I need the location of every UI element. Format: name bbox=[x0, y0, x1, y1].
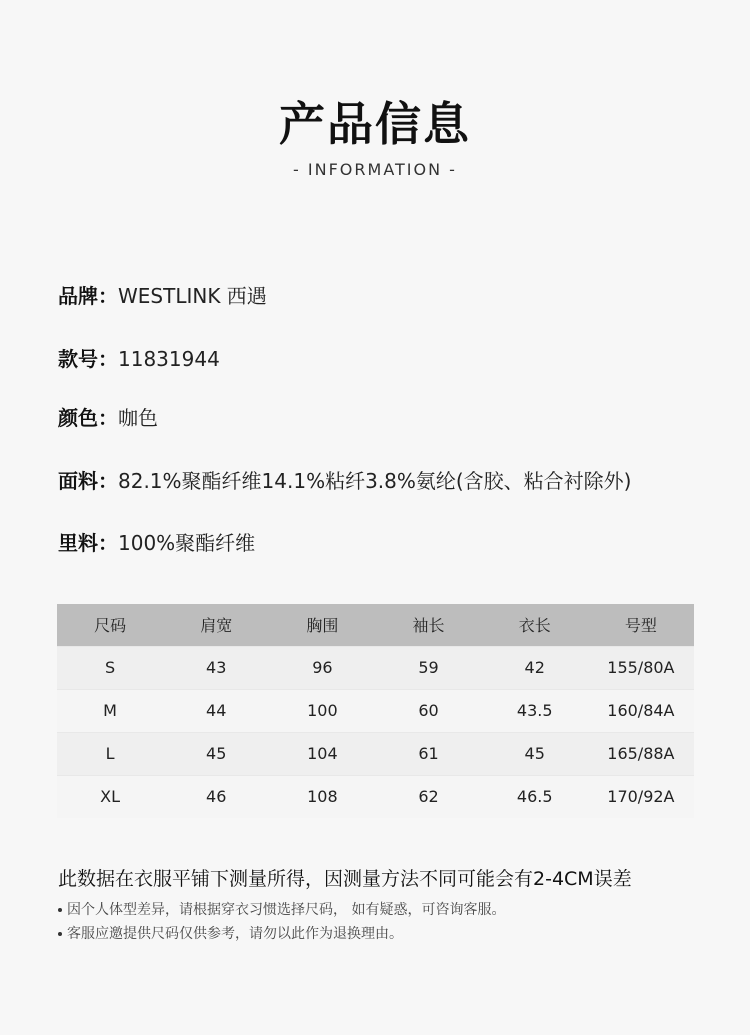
column-header: 袖长 bbox=[375, 604, 481, 646]
info-value: 咖色 bbox=[118, 406, 158, 430]
table-cell: 96 bbox=[269, 646, 375, 689]
column-header: 号型 bbox=[588, 604, 694, 646]
table-cell: S bbox=[57, 646, 163, 689]
table-header-row bbox=[57, 604, 694, 646]
column-header: 肩宽 bbox=[163, 604, 269, 646]
table-cell: 43.5 bbox=[482, 689, 588, 732]
info-label: 颜色： bbox=[58, 406, 118, 430]
info-brand bbox=[58, 280, 267, 309]
bullet-dot-icon bbox=[58, 908, 62, 912]
table-cell: 60 bbox=[375, 689, 481, 732]
table-cell: M bbox=[57, 689, 163, 732]
size-table bbox=[57, 604, 694, 818]
table-cell: 108 bbox=[269, 775, 375, 818]
table-cell: 45 bbox=[163, 732, 269, 775]
note-bullet-text: 客服应邀提供尺码仅供参考，请勿以此作为退换理由。 bbox=[67, 926, 403, 942]
table-cell: 45 bbox=[482, 732, 588, 775]
table-cell: 100 bbox=[269, 689, 375, 732]
note-bullet-text: 因个人体型差异，请根据穿衣习惯选择尺码， 如有疑惑，可咨询客服。 bbox=[67, 902, 506, 918]
table-cell: 104 bbox=[269, 732, 375, 775]
table-cell: 61 bbox=[375, 732, 481, 775]
table-cell: 46 bbox=[163, 775, 269, 818]
column-header: 尺码 bbox=[57, 604, 163, 646]
info-value: 100%聚酯纤维 bbox=[118, 531, 256, 555]
column-header: 胸围 bbox=[269, 604, 375, 646]
table-cell: 160/84A bbox=[588, 689, 694, 732]
column-header: 衣长 bbox=[482, 604, 588, 646]
info-lining bbox=[58, 527, 255, 556]
table-cell: 165/88A bbox=[588, 732, 694, 775]
bullet-dot-icon bbox=[58, 932, 62, 936]
page-subtitle: - INFORMATION - bbox=[293, 160, 457, 179]
table-row bbox=[57, 689, 694, 732]
info-label: 品牌： bbox=[58, 284, 118, 308]
table-cell: 44 bbox=[163, 689, 269, 732]
info-fabric bbox=[58, 465, 632, 494]
info-value: 82.1%聚酯纤维14.1%粘纤3.8%氨纶(含胶、粘合衬除外) bbox=[118, 469, 632, 493]
table-cell: 155/80A bbox=[588, 646, 694, 689]
info-label: 面料： bbox=[58, 469, 118, 493]
measurement-note: 此数据在衣服平铺下测量所得，因测量方法不同可能会有2-4CM误差 bbox=[58, 868, 632, 890]
table-cell: 170/92A bbox=[588, 775, 694, 818]
table-cell: 59 bbox=[375, 646, 481, 689]
table-cell: 62 bbox=[375, 775, 481, 818]
note-bullet bbox=[58, 899, 505, 919]
info-value: 11831944 bbox=[118, 347, 220, 371]
table-row bbox=[57, 775, 694, 818]
note-bullet bbox=[58, 923, 403, 943]
page-title: 产品信息 bbox=[279, 97, 471, 151]
info-label: 里料： bbox=[58, 531, 118, 555]
info-style-number bbox=[58, 343, 220, 372]
table-cell: 43 bbox=[163, 646, 269, 689]
table-cell: 46.5 bbox=[482, 775, 588, 818]
info-color bbox=[58, 402, 158, 431]
table-row bbox=[57, 646, 694, 689]
table-cell: 42 bbox=[482, 646, 588, 689]
info-value: WESTLINK 西遇 bbox=[118, 284, 267, 308]
table-cell: XL bbox=[57, 775, 163, 818]
info-label: 款号： bbox=[58, 347, 118, 371]
table-row bbox=[57, 732, 694, 775]
table-cell: L bbox=[57, 732, 163, 775]
